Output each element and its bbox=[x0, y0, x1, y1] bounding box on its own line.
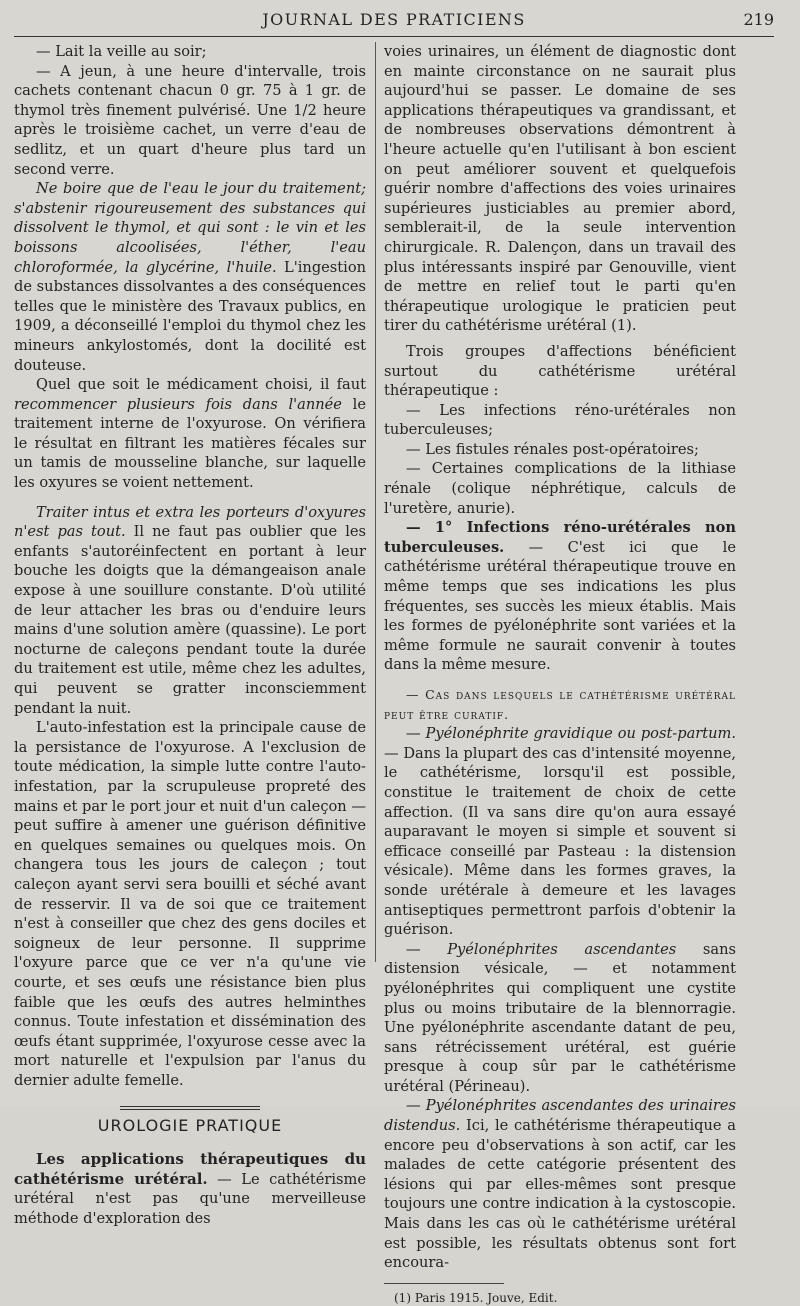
paragraph: — A jeun, à une heure d'intervalle, trois cachets contenant chacun 0 gr. 75 à 1 gr. de thymol très finement pulvérisé. Une 1/2 heure après le troisième cachet, un verre d'eau de sedlitz, et un quart d'heure plus tard un second verre. bbox=[14, 62, 366, 178]
footnote-rule bbox=[384, 1283, 504, 1284]
page-number: 219 bbox=[743, 10, 774, 29]
paragraph: — Les fistules rénales post-opératoires; bbox=[406, 440, 699, 458]
article-title: Les applications thérapeutiques du cathétérisme urétéral. bbox=[14, 1150, 366, 1188]
paragraph: — Certaines complications de la lithiase rénale (colique néphrétique, calculs de l'uretère, anurie). bbox=[384, 460, 736, 517]
body-text: sans distension vésicale, — et notamment pyélonéphrites qui compliquent une cystite plus ou moins tributaire de la blennorragie. Une pyélonéphrite ascendante datant de peu, sans rétrécissement urétéral, est guérie presque à coup sûr par le cathétérisme urétéral (Périneau). bbox=[384, 940, 736, 1095]
body-text: L'ingestion de substances dissolvantes a des conséquences telles que le ministère des Travaux publics, en 1909, a déconseillé l'emploi du thymol chez les mineurs ankylostomés, dont la docilité est douteuse. bbox=[14, 258, 366, 374]
paragraph bbox=[14, 1150, 366, 1228]
italic-text: — Pyélonéphrites ascendantes des urinaires distendus. bbox=[384, 1097, 736, 1135]
italic-text: recommencer plusieurs fois dans l'année bbox=[14, 395, 342, 413]
running-header bbox=[14, 6, 774, 34]
paragraph: L'auto-infestation est la principale cause de la persistance de l'oxyurose. A l'exclusion de toute médication, la simple lutte contre l'auto-infestation, par la scrupuleuse propreté des mains et par le port jour et nuit d'un caleçon — peut suffire à amener une guérison définitive en quelques semaines ou quelques mois. On changera tous les jours de caleçon ; tout caleçon ayant servi sera bouilli et séché avant de resservir. Il va de soi que ce traitement n'est à conseiller que chez des gens dociles et soigneux de leur personne. Il supprime l'oxyure parce que ce ver n'a qu'une vie courte, et ses œufs une résistance bien plus faible que les œufs des autres helminthes connus. Toute infestation et dissémination des œufs étant supprimée, l'oxyurose cesse avec la mort naturelle et l'expulsion par l'anus du dernier adulte femelle. bbox=[14, 719, 366, 1089]
paragraph bbox=[384, 724, 736, 940]
italic-text: Traiter intus et extra les porteurs d'oxyures n'est pas tout. bbox=[14, 503, 366, 541]
body-text: Il ne faut pas oublier que les enfants s'autoréinfectent en portant à leur bouche les doigts que la démangeaison anale expose à une souillure constante. D'où utilité de leur attacher les bras ou d'enduire leurs mains d'une solution amère (quassine). Le port nocturne de caleçons pendant toute la durée du traitement est utile, même chez les adultes, qui peuvent se gratter inconsciemment pendant la nuit. bbox=[14, 523, 367, 717]
italic-text: — Pyélonéphrites ascendantes bbox=[406, 940, 677, 958]
section-title: UROLOGIE PRATIQUE bbox=[97, 1116, 283, 1136]
paragraph bbox=[384, 518, 736, 675]
section-rule bbox=[120, 1106, 260, 1110]
body-text: — Le cathétérisme urétéral n'est pas qu'une merveilleuse méthode d'exploration des bbox=[14, 1170, 366, 1227]
column-divider bbox=[375, 42, 376, 962]
paragraph: — Les infections réno-urétérales non tuberculeuses; bbox=[384, 401, 736, 439]
body-text: — Dans la plupart des cas d'intensité moyenne, le cathétérisme, lorsqu'il est possible, constitue le traitement de choix de cette affection. (Il va sans dire qu'on aura essayé auparavant le moyen si simple et souvent si efficace conseillé par Pasteau : la distension vésicale). Même dans les formes graves, la sonde urétérale à demeure et les lavages antiseptiques permettront parfois d'obtenir la guérison. bbox=[384, 744, 736, 939]
paragraph: voies urinaires, un élément de diagnostic dont en mainte circonstance on ne saurait plus aujourd'hui se passer. Le domaine de ses applications thérapeutiques va grandissant, et de nombreuses observations démontrent à l'heure actuelle qu'en l'utilisant à bon escient on peut améliorer souvent et quelquefois guérir nombre d'affections des voies urinaires supérieures justiciables au premier abord, semblerait-il, de la seule intervention chirurgicale. R. Dalençon, dans un travail des plus intéressants inspiré par Genouville, vient de mettre en relief tout le parti qu'en thérapeutique urologique le praticien peut tirer du cathétérisme urétéral (1). bbox=[384, 43, 736, 335]
bold-heading: — 1° Infections réno-urétérales non tuberculeuses. bbox=[384, 519, 736, 556]
journal-title: JOURNAL DES PRATICIENS bbox=[262, 10, 526, 29]
paragraph: — Lait la veille au soir; bbox=[36, 43, 207, 60]
italic-text: Ne boire que de l'eau le jour du traitement; s'abstenir rigoureusement des substances qui dissolvent le thymol, et qui sont : le vin et les boissons alcoolisées, l'éther, l'eau chloroformée, la glycérine, l'huile. bbox=[14, 180, 366, 276]
subheading: — Cas dans lesquels le cathétérisme urétéral peut être curatif. bbox=[384, 687, 736, 722]
paragraph bbox=[384, 940, 736, 1097]
paragraph: Trois groupes d'affections bénéficient surtout du cathétérisme urétéral thérapeutique : bbox=[384, 342, 736, 400]
paragraph bbox=[14, 179, 366, 375]
footnote: (1) Paris 1915. Jouve, Edit. bbox=[394, 1290, 558, 1305]
body-text: Quel que soit le médicament choisi, il faut bbox=[36, 376, 366, 394]
body-text: — C'est ici que le cathétérisme urétéral thérapeutique trouve en même temps que ses indications les plus fréquentes, ses succès les mieux établis. Mais les formes de pyélonéphrite sont variées et la même formule ne saurait convenir à toutes dans la même mesure. bbox=[384, 538, 736, 674]
left-column bbox=[14, 42, 366, 1228]
paragraph bbox=[14, 503, 366, 719]
body-text: le traitement interne de l'oxyurose. On vérifiera le résultat en filtrant les matières fécales sur un tamis de mousseline blanche, sur laquelle les oxyures se voient nettement. bbox=[14, 395, 366, 492]
paragraph bbox=[14, 375, 366, 493]
header-rule bbox=[14, 36, 774, 37]
body-text: Ici, le cathétérisme thérapeutique a encore peu d'observations à son actif, car les malades de cette catégorie présentent des lésions qui par elles-mêmes sont presque toujours une contre indication à la cystoscopie. Mais dans les cas où le cathétérisme urétéral est possible, les résultats obtenus sont fort encoura- bbox=[384, 1117, 736, 1272]
right-column bbox=[384, 42, 736, 1306]
paragraph bbox=[384, 1096, 736, 1272]
italic-text: — Pyélonéphrite gravidique ou post-partum. bbox=[406, 725, 736, 743]
